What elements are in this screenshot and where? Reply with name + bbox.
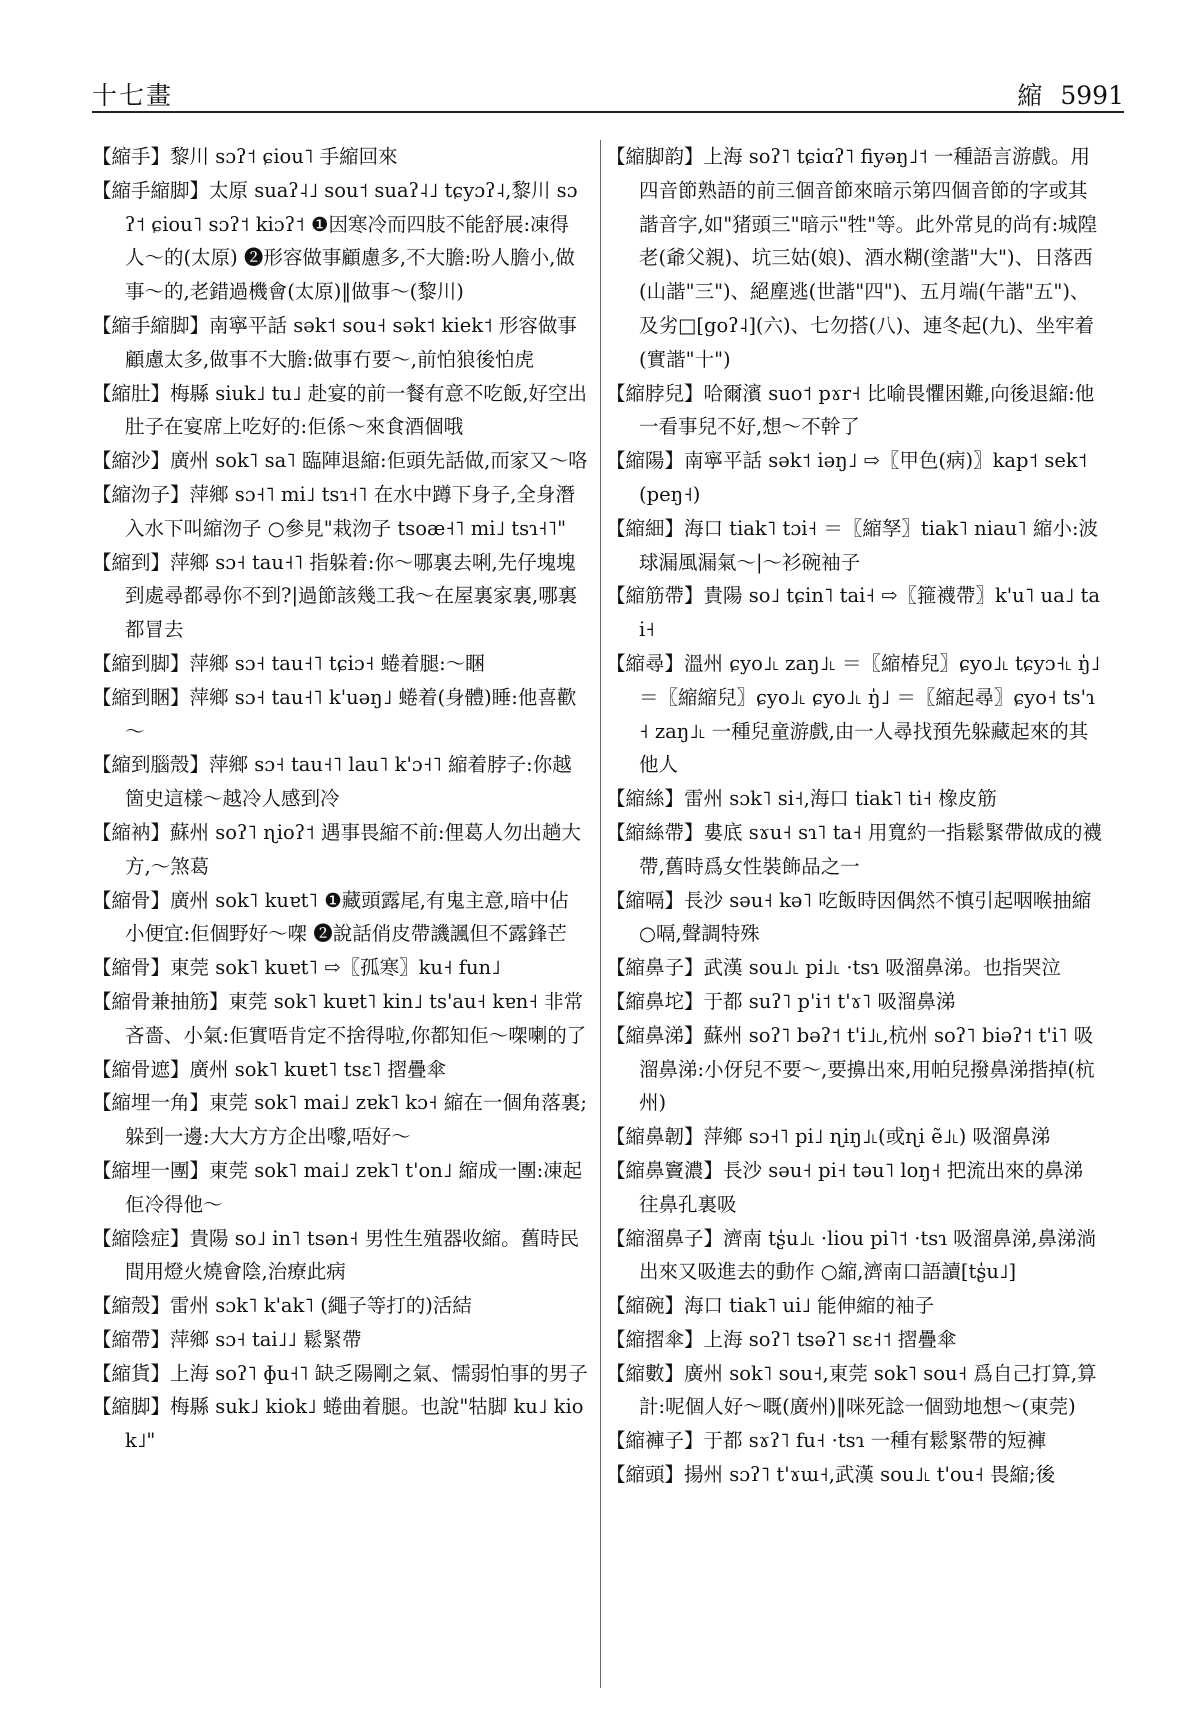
dictionary-entry: 【縮手縮脚】南寧平話 sək˦ sou˧ sək˦ kiek˦ 形容做事顧慮太多,做事不大膽:做事冇要～,前怕狼後怕虎	[92, 313, 577, 371]
dictionary-entry: 【縮埋一團】東莞 sok˥ mai˩ zɐk˥ t'on˩ 縮成一團:凍起佢冷得他～	[92, 1158, 583, 1216]
page-number: 5991	[1060, 81, 1124, 110]
column-divider	[600, 140, 601, 1688]
dictionary-entry: 【縮骨】東莞 sok˥ kuɐt˥ ⇨〖孤寒〗ku˧ fun˩	[92, 956, 501, 980]
dictionary-entry: 【縮骨】廣州 sok˥ kuɐt˥ ❶藏頭露尾,有鬼主意,暗中佔小便宜:佢個野好～㗎 ❷說話俏皮帶譏諷但不露鋒芒	[92, 888, 569, 946]
dictionary-entry: 【縮衲】蘇州 soʔ˥ ɳioʔ˦ 遇事畏縮不前:俚葛人勿出趟大方,～煞葛	[92, 820, 582, 878]
dictionary-entry: 【縮筋帶】貴陽 so˩ tɕin˥ tai˧ ⇨〖箍襪帶〗k'u˥ ua˩ tai˧	[606, 584, 1100, 642]
dictionary-entry: 【縮絲】雷州 sɔk˥ si˧,海口 tiak˥ ti˧ 橡皮筋	[606, 787, 997, 811]
dictionary-entry: 【縮溜鼻子】濟南 tʂ̍u˩˪ ·liou pi˥˦ ·tsɿ 吸溜鼻涕,鼻涕淌出來又吸進去的動作 ○縮,濟南口語讀[tʂ̍u˩]	[606, 1226, 1096, 1284]
dictionary-entry: 【縮嗝】長沙 səu˧ kə˥ 吃飯時因偶然不慎引起咽喉抽縮 ○嗝,聲調特殊	[606, 888, 1092, 946]
dictionary-entry: 【縮骨遮】廣州 sok˥ kuɐt˥ tsɛ˥ 摺疊傘	[92, 1057, 446, 1081]
dictionary-entry: 【縮肚】梅縣 siuk˩ tu˩ 赴宴的前一餐有意不吃飯,好空出肚子在宴席上吃好的:佢係～來食酒個哦	[92, 381, 588, 439]
dictionary-entry: 【縮鼻涕】蘇州 soʔ˥ bəʔ˦ t'i˩˪,杭州 soʔ˥ biəʔ˦ t'i˥ 吸溜鼻涕:小伢兒不要～,要擤出來,用帕兒撥鼻涕揩掉(杭州)	[606, 1023, 1095, 1115]
left-column	[92, 140, 588, 1458]
dictionary-entry: 【縮沙】廣州 sok˥ sa˥ 臨陣退縮:佢頭先話做,而家又～咯	[92, 449, 588, 473]
right-column	[606, 140, 1102, 1492]
dictionary-entry: 【縮手】黎川 sɔʔ˦ ɕiou˥ 手縮回來	[92, 145, 398, 168]
dictionary-entry: 【縮到睏】萍鄉 sɔ˧ tau˧˥ k'uəŋ˩ 蜷着(身體)睡:他喜歡～	[92, 685, 577, 743]
dictionary-entry: 【縮碗】海口 tiak˥ ui˩ 能伸縮的袖子	[606, 1294, 935, 1318]
dictionary-entry: 【縮貨】上海 soʔ˥ ɸu˧˥ 缺乏陽剛之氣、懦弱怕事的男子	[92, 1361, 588, 1385]
dictionary-entry: 【縮帶】萍鄉 sɔ˧ tai˩˩ 鬆緊帶	[92, 1327, 362, 1351]
dictionary-entry: 【縮到腦殼】萍鄉 sɔ˧ tau˧˥ lau˥ k'ɔ˧˥ 縮着脖子:你越箇史這樣～越冷人感到冷	[92, 753, 572, 811]
dictionary-entry: 【縮尋】溫州 ɕyo˩˪ zaŋ˩˪ ＝〖縮椿兒〗ɕyo˩˪ tɕyɔ˧˪ ŋ̍˩ ＝〖縮縮兒〗ɕyo˩˪ ɕyo˩˪ ŋ̍˩ ＝〖縮起尋〗ɕyo˧ ts'ɿ˧ zaŋ˩˪ 一種兒童游戲,由一人尋找預先躲藏起來的其他人	[606, 651, 1101, 777]
dictionary-entry: 【縮手縮脚】太原 suaʔ˨˩ sou˦ suaʔ˨˩ tɕyɔʔ˨,黎川 sɔʔ˦ ɕiou˥ sɔʔ˦ kiɔʔ˦ ❶因寒冷而四肢不能舒展:凍得人～的(太原) ❷形容做事顧慮多,不大膽:吩人膽小,做事～的,老錯過機會(太原)‖做事～(黎川)	[92, 178, 578, 304]
dictionary-entry: 【縮殼】雷州 sɔk˥ k'ak˥ (繩子等打的)活結	[92, 1294, 472, 1318]
page-header	[92, 70, 1124, 110]
dictionary-entry: 【縮脚韵】上海 soʔ˥ tɕiɑʔ˥ fiyəŋ˩˦ 一種語言游戲。用四音節熟語的前三個音節來暗示第四個音節的字或其諧音字,如"猪頭三"暗示"牲"等。此外常見的尚有:城隍老(爺父親)、坑三姑(娘)、酒水糊(塗諧"大")、日落西(山諧"三")、絕塵逃(世諧"四")、五月端(午諧"五")、及劣□[goʔ˨](六)、七勿搭(八)、連冬起(九)、坐牢着(實諧"十")	[606, 145, 1098, 371]
header-right	[1017, 76, 1124, 112]
dictionary-entry: 【縮陰症】貴陽 so˩ in˥ tsən˧ 男性生殖器收縮。舊時民間用燈火燒會陰,治療此病	[92, 1226, 580, 1284]
dictionary-entry: 【縮細】海口 tiak˥ tɔi˧ ＝〖縮孥〗tiak˥ niau˥ 縮小:波球漏風漏氣～|～衫碗袖子	[606, 516, 1099, 574]
header-rule	[92, 111, 1124, 113]
dictionary-entry: 【縮褲子】于都 sɤʔ˥ fu˧ ·tsɿ 一種有鬆緊帶的短褲	[606, 1429, 1047, 1453]
section-title: 十七畫	[92, 81, 174, 110]
dictionary-entry: 【縮頭】揚州 sɔʔ˥ t'ɤɯ˧,武漢 sou˩˪ t'ou˧ 畏縮;後	[606, 1463, 1056, 1487]
dictionary-entry: 【縮鼻韌】萍鄉 sɔ˧˥ pi˩ ɳiŋ˩˪(或ɳi ẽ˩˪) 吸溜鼻涕	[606, 1125, 1051, 1149]
dictionary-entry: 【縮骨兼抽筋】東莞 sok˥ kuɐt˥ kin˩ ts'au˧ kɐn˧ 非常吝嗇、小氣:佢實唔肯定不捨得啦,你都知佢～㗎喇的了	[92, 989, 587, 1047]
dictionary-entry: 【縮鼻子】武漢 sou˩˪ pi˩˪ ·tsɿ 吸溜鼻涕。也指哭泣	[606, 956, 1061, 980]
dictionary-entry: 【縮到】萍鄉 sɔ˧ tau˧˥ 指躲着:你～哪裏去唎,先仔塊塊到處尋都尋你不到?|過節該幾工我～在屋裏家裏,哪裏都冒去	[92, 550, 578, 642]
dictionary-entry: 【縮脖兒】哈爾濱 suo˦ pɤr˧ 比喻畏懼困難,向後退縮:他一看事兒不好,想～不幹了	[606, 381, 1095, 439]
dictionary-entry: 【縮摺傘】上海 soʔ˥ tsəʔ˥ sɛ˧˦ 摺疊傘	[606, 1327, 957, 1351]
dictionary-entry: 【縮脚】梅縣 suk˩ kiok˩ 蜷曲着腿。也說"牯脚 ku˩ kiok˩"	[92, 1395, 584, 1453]
dictionary-entry: 【縮陽】南寧平話 sək˦ iəŋ˩ ⇨〖甲色(病)〗kap˦ sek˦ (peŋ˧)	[606, 449, 1088, 506]
dictionary-entry: 【縮鼻竇濃】長沙 səu˧ pi˧ təu˥ loŋ˧ 把流出來的鼻涕往鼻孔裏吸	[606, 1158, 1084, 1216]
dictionary-entry: 【縮數】廣州 sok˥ sou˧,東莞 sok˥ sou˧ 爲自己打算,算計:呢個人好～嘅(廣州)‖咪死諗一個勁地想～(東莞)	[606, 1361, 1097, 1419]
dictionary-entry: 【縮絲帶】婁底 sɤu˧ sɿ˥ ta˧ 用寬約一指鬆緊帶做成的襪帶,舊時爲女性裝飾品之一	[606, 820, 1103, 878]
dictionary-entry: 【縮到脚】萍鄉 sɔ˧ tau˧˥ tɕiɔ˧ 蜷着腿:～睏	[92, 651, 485, 675]
dictionary-entry: 【縮沕子】萍鄉 sɔ˧˥ mi˩ tsɿ˧˥ 在水中蹲下身子,全身潛入水下叫縮沕子 ○參見"栽沕子 tsoæ˧˥ mi˩ tsɿ˧˥"	[92, 482, 575, 540]
dictionary-entry: 【縮埋一角】東莞 sok˥ mai˩ zɐk˥ kɔ˧ 縮在一個角落裏;躲到一邊:大大方方企出嚟,唔好～	[92, 1091, 587, 1149]
dictionary-entry: 【縮鼻坨】于都 suʔ˥ p'i˦ t'ɤ˥ 吸溜鼻涕	[606, 989, 956, 1013]
header-character: 縮	[1017, 81, 1043, 110]
